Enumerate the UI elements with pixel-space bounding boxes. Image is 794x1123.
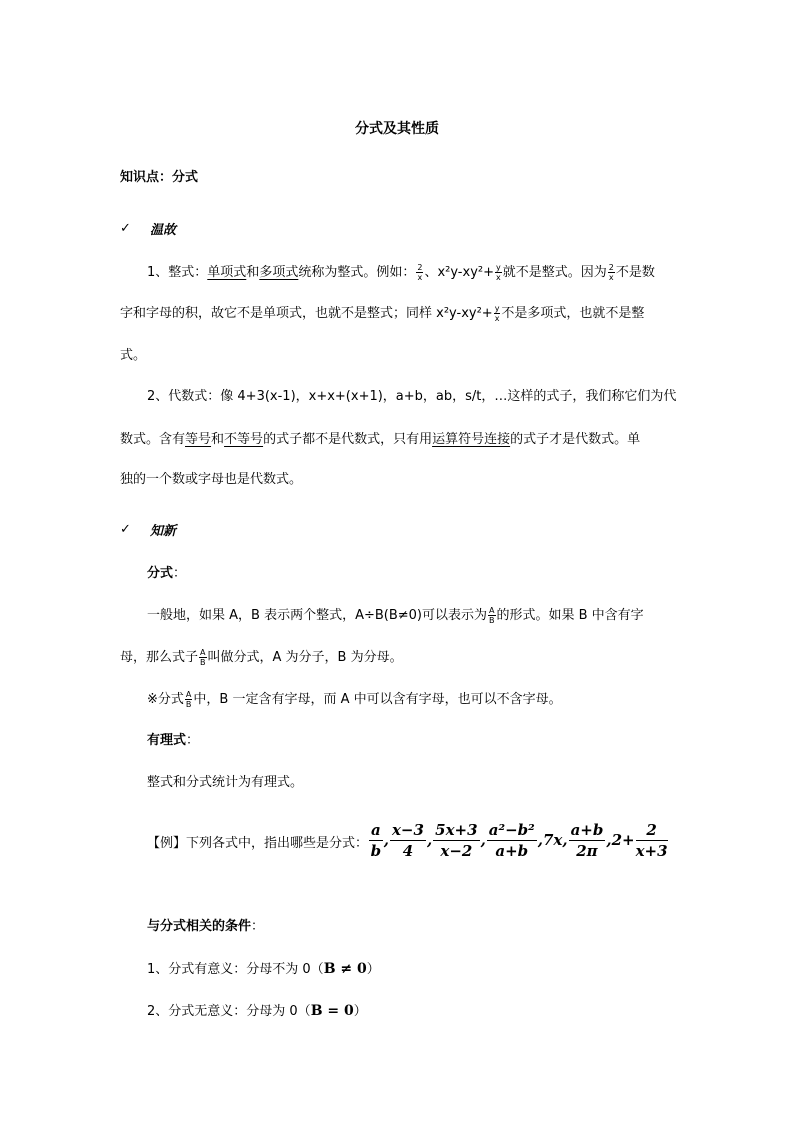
check-icon: ✓ bbox=[120, 221, 131, 236]
example-expr-a-over-b: $\frac{a}{b}$ bbox=[370, 820, 382, 860]
example-expr-2-over-x-plus-3: $\frac{2}{x+3}$ bbox=[635, 820, 668, 860]
conditions-heading: 与分式相关的条件： bbox=[147, 919, 265, 934]
example-expr-5x-plus-3-over-x-minus-2: $\frac{5x+3}{x-2}$ bbox=[435, 820, 478, 860]
term-equal-sign: 等号 bbox=[185, 432, 212, 447]
example-expr-x-minus-3-over-4: $\frac{x-3}{4}$ bbox=[391, 820, 424, 860]
fraction-definition-line-2: 母，那么式子 $\frac{A}{B}$ 叫做分式，A 为分子，B 为分母。 bbox=[120, 648, 403, 667]
condition-meaningless: 2、分式无意义：分母为 0（B = 0） bbox=[147, 1003, 367, 1019]
term-inequality-sign: 不等号 bbox=[224, 432, 264, 447]
math-b-equals-zero: B = 0 bbox=[310, 1003, 354, 1019]
example-expr-7x: 7x bbox=[542, 831, 563, 849]
condition-meaningful: 1、分式有意义：分母不为 0（B ≠ 0） bbox=[147, 961, 380, 977]
fraction-a-over-b: $\frac{A}{B}$ bbox=[200, 648, 206, 667]
fraction-y-over-x: $\frac{y}{x}$ bbox=[494, 304, 500, 323]
fraction-definition-line-1: 一般地，如果 A，B 表示两个整式，A÷B(B≠0)可以表示为 $\frac{A}{B}$ 的形式。如果 B 中含有字 bbox=[147, 606, 644, 625]
fraction-y-over-x: $\frac{y}{x}$ bbox=[496, 263, 501, 282]
example-expr-a2-minus-b2-over-a-plus-b: $\frac{\text{a²−b²}}{a+b}$ bbox=[488, 820, 535, 860]
knowledge-point-heading: 知识点：分式 bbox=[120, 170, 199, 185]
example-label: 【例】下列各式中，指出哪些是分式： bbox=[147, 836, 369, 851]
rational-expression-text: 整式和分式统计为有理式。 bbox=[147, 775, 304, 790]
fraction-a-over-b: $\frac{A}{B}$ bbox=[489, 606, 495, 625]
fraction-a-over-b: $\frac{A}{B}$ bbox=[185, 690, 192, 709]
check-icon: ✓ bbox=[120, 522, 131, 537]
rational-expression-heading: 有理式： bbox=[147, 733, 200, 748]
fraction-heading: 分式： bbox=[147, 566, 187, 581]
fraction-2-over-x: $\frac{2}{x}$ bbox=[608, 263, 614, 282]
fraction-note: ※分式 $\frac{A}{B}$ 中，B 一定含有字母，而 A 中可以含有字母，也可以不含字母。 bbox=[147, 690, 562, 709]
review-paragraph-1-line-3: 式。 bbox=[120, 348, 147, 363]
review-paragraph-1-line-2: 字和字母的积，故它不是单项式，也就不是整式；同样 x²y-xy²+ $\frac{y}{x}$ 不是多项式，也就不是整 bbox=[120, 304, 645, 323]
review-heading: 温故 bbox=[150, 223, 177, 238]
page-title: 分式及其性质 bbox=[355, 121, 439, 137]
review-paragraph-1-line-1: 1、整式：单项式和多项式统称为整式。例如： $\frac{2}{x}$ 、x²y-xy²+ $\frac{y}{x}$ 就不是整式。因为 $\frac{2}{x}$ 不是数 bbox=[147, 263, 655, 282]
term-operator-connection: 运算符号连接 bbox=[432, 432, 511, 447]
example-expr-a-plus-b-over-2pi: $\frac{a+b}{2\pi}$ bbox=[570, 820, 604, 860]
review-paragraph-2-line-2: 数式。含有等号和不等号的式子都不是代数式，只有用运算符号连接的式子才是代数式。单 bbox=[120, 432, 641, 447]
review-paragraph-2-line-1: 2、代数式：像 4+3(x-1)，x+x+(x+1)，a+b，ab，s/t，…这样的式子，我们称它们为代 bbox=[147, 389, 677, 404]
example-line: 【例】下列各式中，指出哪些是分式： $\frac{a}{b}$ , $\frac{x-3}{4}$ , $\frac{5x+3}{x-2}$ , $\frac{\text{a²−b²}}{a+b}$ ,7x, $\frac{a+b}{2\pi}$ ,2+ $\frac{2}{x+3}$ bbox=[147, 820, 668, 860]
new-knowledge-heading: 知新 bbox=[150, 524, 177, 539]
example-expr-2-plus-prefix: 2+ bbox=[611, 831, 635, 849]
math-b-not-zero: B ≠ 0 bbox=[323, 961, 367, 977]
review-paragraph-2-line-3: 独的一个数或字母也是代数式。 bbox=[120, 472, 303, 487]
fraction-2-over-x: $\frac{2}{x}$ bbox=[417, 263, 423, 282]
term-monomial: 单项式 bbox=[207, 265, 247, 280]
term-polynomial: 多项式 bbox=[259, 265, 299, 280]
